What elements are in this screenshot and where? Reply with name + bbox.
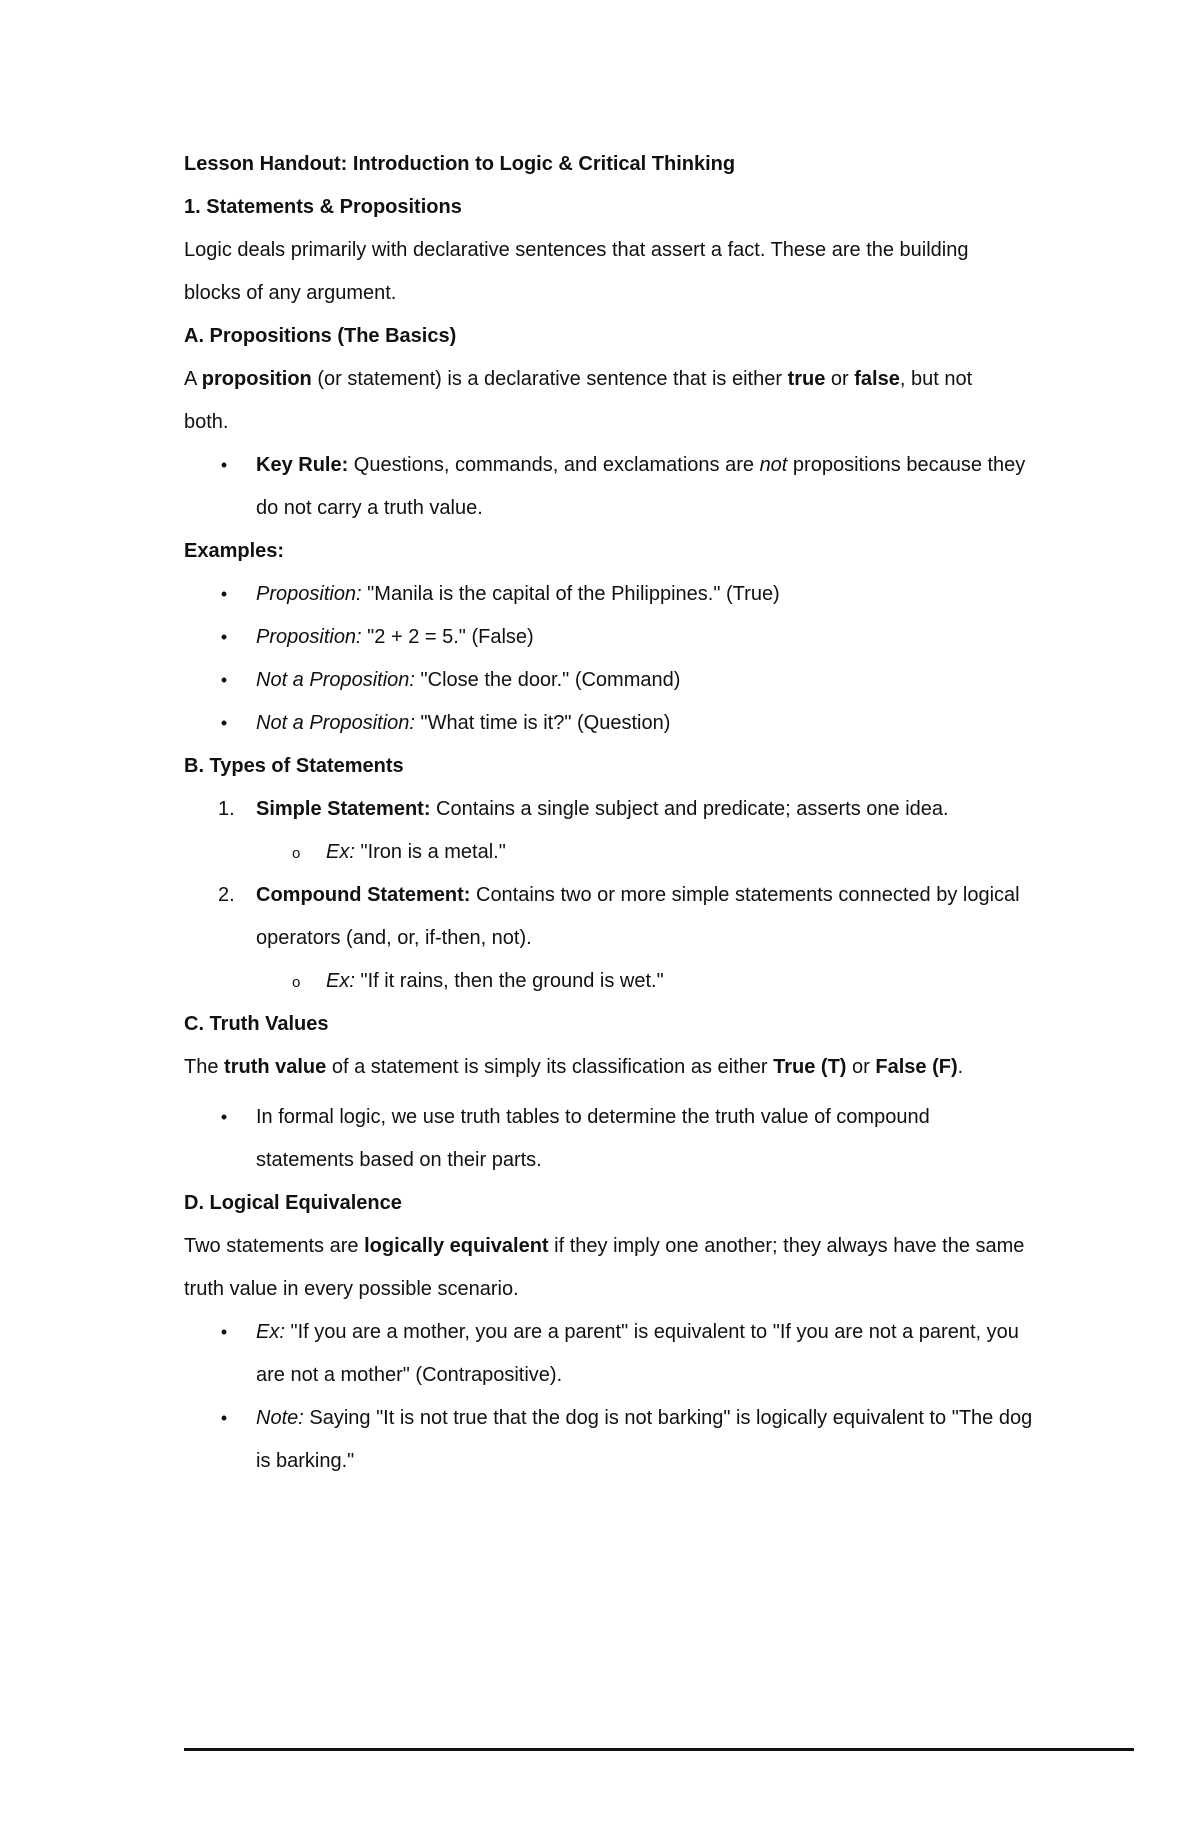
page-title: Lesson Handout: Introduction to Logic & Critical Thinking xyxy=(184,153,736,175)
simple-statement-label: Simple Statement: xyxy=(256,798,431,820)
key-rule-bullet xyxy=(184,453,1134,478)
example-label: Not a Proposition: xyxy=(256,712,415,734)
text-fragment: . xyxy=(957,1056,964,1078)
term-false-f: False (F) xyxy=(875,1056,958,1078)
bottom-rule xyxy=(184,1748,1134,1751)
equivalence-note-bullet xyxy=(184,1406,1134,1431)
handout-page xyxy=(184,140,1134,1474)
truth-value-definition xyxy=(184,1055,1134,1080)
compound-statement-line-2: operators (and, or, if-then, not). xyxy=(256,927,532,949)
compound-statement-item xyxy=(184,883,1134,908)
bullet-icon: • xyxy=(220,713,228,733)
example-label: Ex: xyxy=(326,970,355,992)
example-item xyxy=(184,582,1134,607)
text-fragment: Contains a single subject and predicate; asserts one idea. xyxy=(430,798,949,820)
key-rule-label: Key Rule: xyxy=(256,454,349,476)
key-rule-line-2: do not carry a truth value. xyxy=(256,497,483,519)
text-fragment: of a statement is simply its classification as either xyxy=(326,1056,774,1078)
equivalence-note-line-2: is barking." xyxy=(256,1450,355,1472)
text-fragment: , but not xyxy=(899,368,973,390)
examples-heading: Examples: xyxy=(184,540,285,562)
text-fragment: A xyxy=(184,368,202,390)
term-proposition: proposition xyxy=(201,368,312,390)
equivalence-example-line-2: are not a mother" (Contrapositive). xyxy=(256,1364,563,1386)
sub-bullet-icon: o xyxy=(292,845,301,862)
proposition-definition-line-1 xyxy=(184,367,1134,392)
equivalence-definition-line-1 xyxy=(184,1234,1134,1259)
section-b-heading: B. Types of Statements xyxy=(184,755,404,777)
example-label: Proposition: xyxy=(256,583,362,605)
term-true: true xyxy=(787,368,826,390)
example-text: "Close the door." (Command) xyxy=(414,669,681,691)
note-label: Note: xyxy=(256,1407,304,1429)
example-text: "What time is it?" (Question) xyxy=(414,712,671,734)
example-label: Ex: xyxy=(326,841,355,863)
list-number: 2. xyxy=(218,884,235,906)
bullet-icon: • xyxy=(220,584,228,604)
truth-table-bullet-line-2: statements based on their parts. xyxy=(256,1149,542,1171)
text-fragment: propositions because they xyxy=(787,454,1026,476)
example-text: "Iron is a metal." xyxy=(354,841,506,863)
example-label: Proposition: xyxy=(256,626,362,648)
text-fragment: or xyxy=(825,368,855,390)
text-fragment: The xyxy=(184,1056,225,1078)
text-fragment: Two statements are xyxy=(184,1235,365,1257)
section-1-intro-line-2: blocks of any argument. xyxy=(184,282,397,304)
text-fragment: In formal logic, we use truth tables to determine the truth value of compound xyxy=(256,1106,930,1128)
bullet-icon: • xyxy=(220,670,228,690)
term-logically-equivalent: logically equivalent xyxy=(364,1235,549,1257)
example-text: "2 + 2 = 5." (False) xyxy=(361,626,534,648)
example-label: Ex: xyxy=(256,1321,285,1343)
note-text: Saying "It is not true that the dog is not barking" is logically equivalent to "The dog xyxy=(303,1407,1033,1429)
bullet-icon: • xyxy=(220,1408,228,1428)
bullet-icon: • xyxy=(220,627,228,647)
section-a-heading: A. Propositions (The Basics) xyxy=(184,325,457,347)
example-label: Not a Proposition: xyxy=(256,669,415,691)
section-1-intro-line-1: Logic deals primarily with declarative sentences that assert a fact. These are the building xyxy=(184,239,969,261)
section-1-heading: 1. Statements & Propositions xyxy=(184,196,462,218)
example-item xyxy=(184,625,1134,650)
text-fragment: if they imply one another; they always have the same xyxy=(548,1235,1025,1257)
sub-bullet-icon: o xyxy=(292,974,301,991)
emphasis-not: not xyxy=(759,454,788,476)
example-item xyxy=(184,711,1134,736)
term-true-t: True (T) xyxy=(773,1056,847,1078)
example-text: "If it rains, then the ground is wet." xyxy=(354,970,664,992)
term-truth-value: truth value xyxy=(224,1056,327,1078)
proposition-definition-line-2: both. xyxy=(184,411,229,433)
text-fragment: Questions, commands, and exclamations are xyxy=(348,454,760,476)
list-number: 1. xyxy=(218,798,235,820)
compound-statement-label: Compound Statement: xyxy=(256,884,471,906)
example-item xyxy=(184,668,1134,693)
simple-statement-example xyxy=(184,840,1134,865)
text-fragment: or xyxy=(846,1056,876,1078)
section-c-heading: C. Truth Values xyxy=(184,1013,329,1035)
section-d-heading: D. Logical Equivalence xyxy=(184,1192,402,1214)
bullet-icon: • xyxy=(220,1107,228,1127)
term-false: false xyxy=(854,368,900,390)
truth-table-bullet xyxy=(184,1105,1134,1130)
equivalence-definition-line-2: truth value in every possible scenario. xyxy=(184,1278,519,1300)
example-text: "Manila is the capital of the Philippines." (True) xyxy=(361,583,780,605)
text-fragment: Contains two or more simple statements connected by logical xyxy=(470,884,1020,906)
example-text: "If you are a mother, you are a parent" is equivalent to "If you are not a parent, you xyxy=(284,1321,1019,1343)
simple-statement-item xyxy=(184,797,1134,822)
compound-statement-example xyxy=(184,969,1134,994)
bullet-icon: • xyxy=(220,1322,228,1342)
bullet-icon: • xyxy=(220,455,228,475)
text-fragment: (or statement) is a declarative sentence that is either xyxy=(311,368,788,390)
equivalence-example-bullet xyxy=(184,1320,1134,1345)
